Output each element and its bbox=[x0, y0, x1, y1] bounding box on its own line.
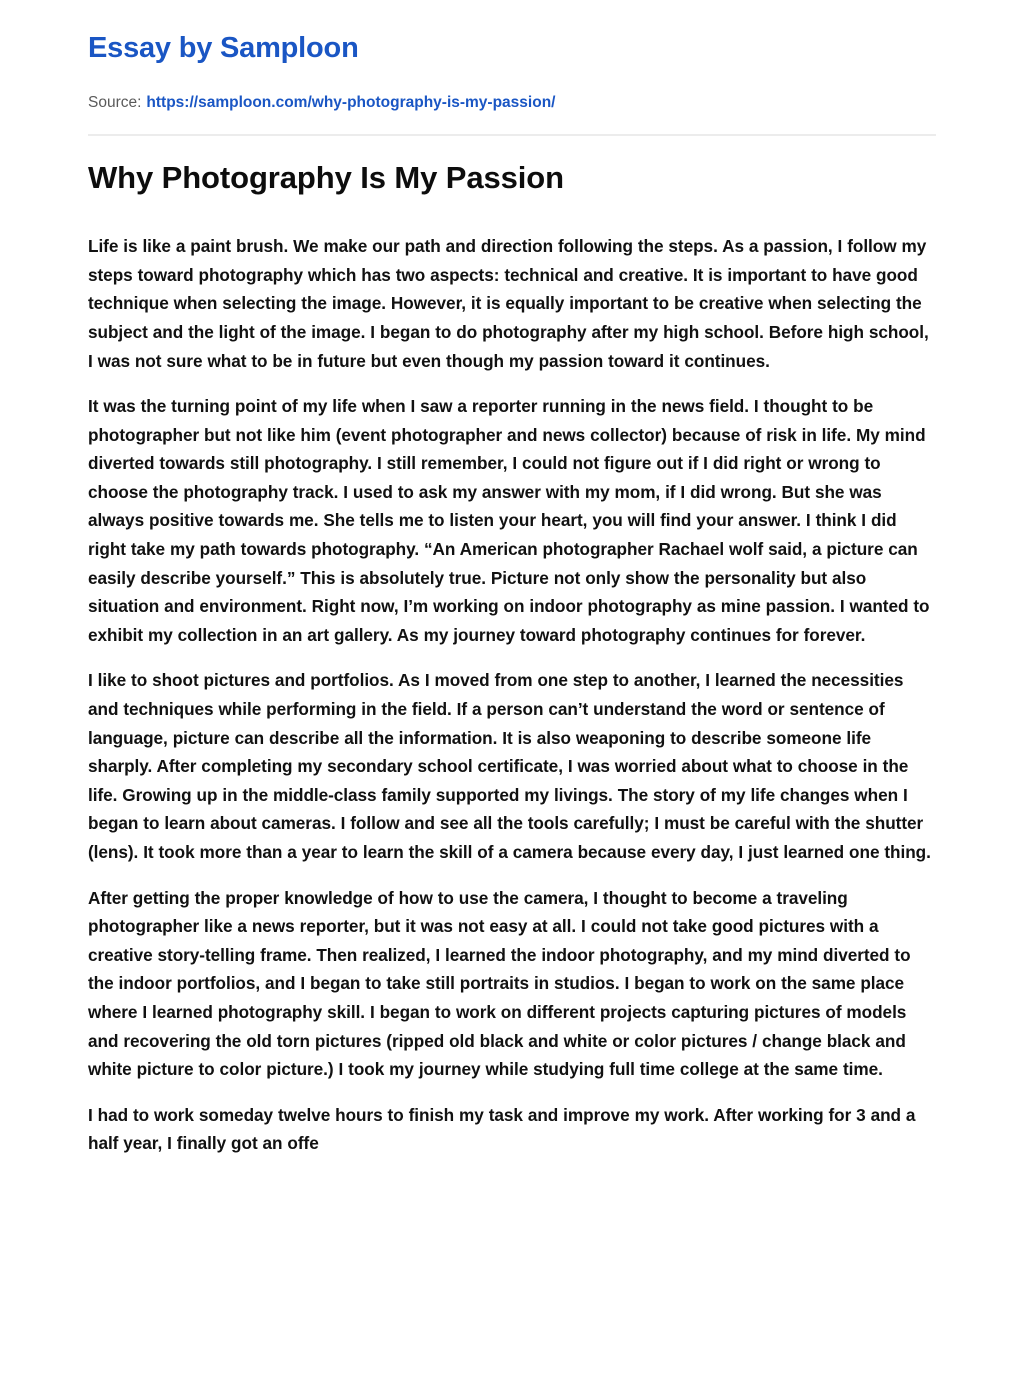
source-line bbox=[88, 94, 936, 113]
body-paragraph: I like to shoot pictures and portfolios. As I moved from one step to another, I learned the necessities and techniques while performing in the field. If a person can’t understand the word or sentence of language, picture can describe all the information. It is also weaponing to describe someone life sharply. After completing my secondary school certificate, I was worried about what to choose in the life. Growing up in the middle-class family supported my livings. The story of my life changes when I began to learn about cameras. I follow and see all the tools carefully; I must be careful with the shutter (lens). It took more than a year to learn the skill of a camera because every day, I just learned one thing. bbox=[88, 670, 931, 862]
header-divider bbox=[88, 134, 936, 136]
page-title: Why Photography Is My Passion bbox=[88, 160, 564, 196]
body-paragraph: I had to work someday twelve hours to finish my task and improve my work. After working for 3 and a half year, I finally got an offe bbox=[88, 1104, 916, 1154]
source-url-link[interactable]: https://samploon.com/why-photography-is-my-passion/ bbox=[146, 93, 556, 111]
article-body bbox=[88, 232, 936, 1158]
body-paragraph: Life is like a paint brush. We make our path and direction following the steps. As a passion, I follow my steps toward photography which has two aspects: technical and creative. It is important to have good technique when selecting the image. However, it is equally important to be creative when selecting the subject and the light of the image. I began to do photography after my high school. Before high school, I was not sure what to be in future but even though my passion toward it continues. bbox=[88, 236, 929, 371]
body-paragraph: It was the turning point of my life when I saw a reporter running in the news field. I thought to be photographer but not like him (event photographer and news collector) because of risk in life. My mind diverted towards still photography. I still remember, I could not figure out if I did right or wrong to choose the photography track. I used to ask my answer with my mom, if I did wrong. But she was always positive towards me. She tells me to listen your heart, you will find your answer. I think I did right take my path towards photography. “An American photographer Rachael wolf said, a picture can easily describe yourself.” This is absolutely true. Picture not only show the personality but also situation and environment. Right now, I’m working on indoor photography as mine passion. I wanted to exhibit my collection in an art gallery. As my journey toward photography continues for forever. bbox=[88, 396, 930, 645]
page-content bbox=[88, 0, 936, 1158]
source-label: Source: bbox=[88, 93, 142, 111]
site-title: Essay by Samploon bbox=[88, 32, 359, 64]
body-paragraph: After getting the proper knowledge of how to use the camera, I thought to become a traveling photographer like a news reporter, but it was not easy at all. I could not take good pictures with a creative story-telling frame. Then realized, I learned the indoor photography, and my mind diverted to the indoor portfolios, and I began to take still portraits in studios. I began to work on the same place where I learned photography skill. I began to work on different projects capturing pictures of models and recovering the old torn pictures (ripped old black and white or color pictures / change black and white picture to color picture.) I took my journey while studying full time college at the same time. bbox=[88, 887, 911, 1080]
